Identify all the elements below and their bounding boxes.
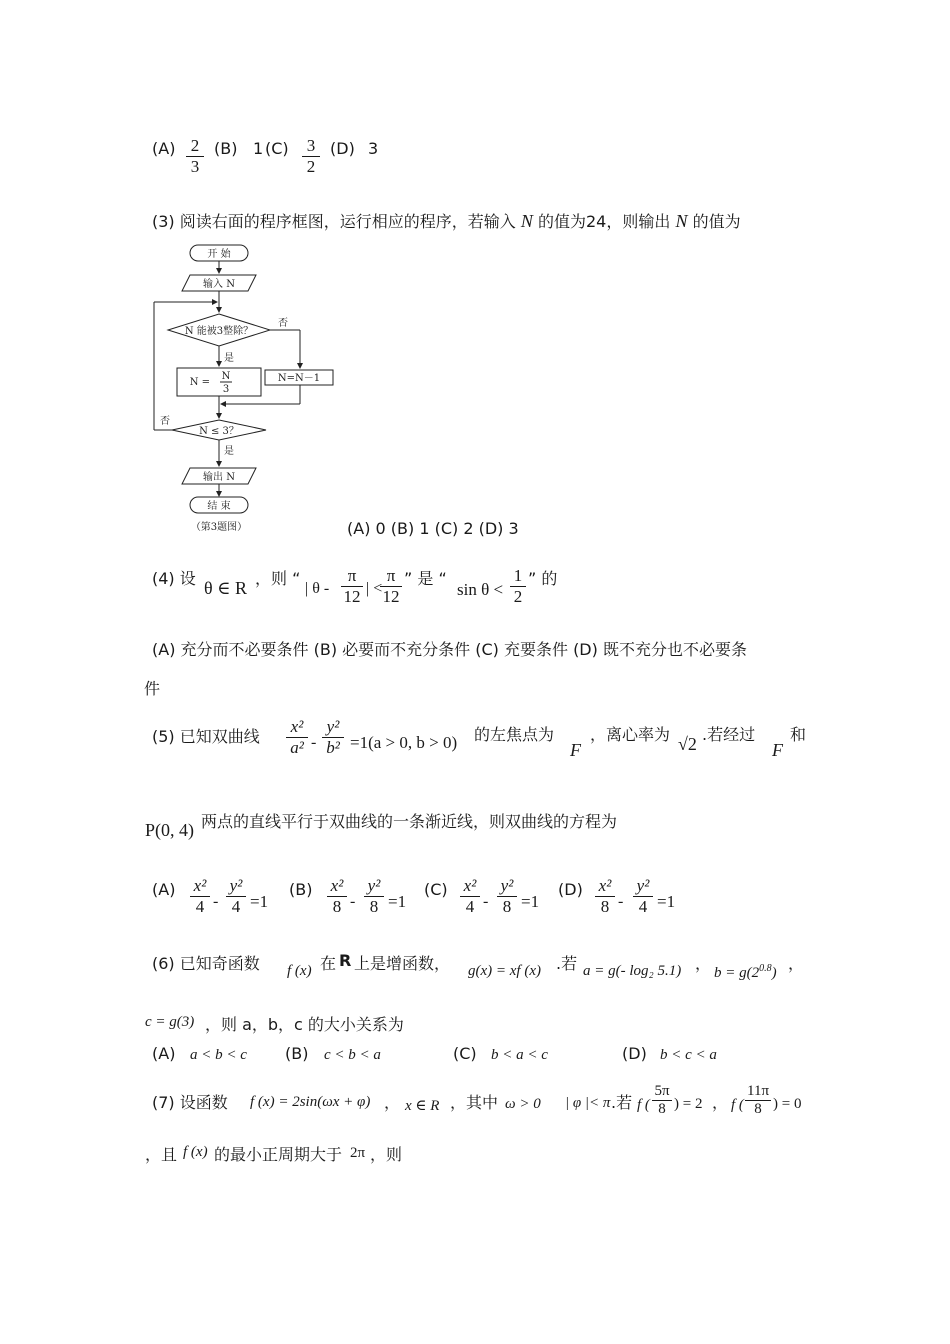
q6-option-b-label: (B) [285,1044,309,1063]
q5-text-ecc: ，离心率为 [590,725,671,744]
flow-assign-divide-den: 3 [222,384,230,395]
q7-text-if: .若 [611,1093,633,1112]
q3-stem: (3) 阅读右面的程序框图，运行相应的程序，若输入 N 的值为24，则输出 N 的值为 [152,211,741,231]
q4-pi-over-12-b: π 12 [380,566,402,607]
q5-text-and: 和 [790,725,807,744]
flow-assign-divide-num: N [221,371,231,382]
q6-text-increasing: 上是增函数， [354,954,451,973]
q6-comma-1: ， [695,954,712,973]
q6-b-def: $b = g(2^{0.8})$ [714,963,777,981]
q5-option-d-label: (D) [558,880,583,899]
q7-f-lhs-1: f ( [637,1097,650,1113]
q6-fx: f (x) [287,963,312,979]
q5-option-c-label: (C) [424,880,448,899]
q6-number: (6) 已知奇函数 [152,954,260,973]
q3-options: (A) 0 (B) 1 (C) 2 (D) 3 [347,519,519,538]
q6-text-then: ，则 a，b，c 的大小关系为 [205,1015,404,1034]
q6-option-a-label: (A) [152,1044,176,1063]
q5-option-c-eq: =1 [521,892,540,911]
q5-option-a-frac2: y² 4 [226,876,246,917]
q6-option-d: b < c < a [660,1047,717,1063]
q6-c-def: c = g(3) [145,1014,195,1030]
q7-f-rhs-1: ) = 2 [674,1096,703,1112]
q5-eq-cond: =1(a > 0, b > 0) [350,733,458,752]
q6-text-in: 在 [320,954,337,973]
q2-option-a-fraction: 2 3 [186,136,204,177]
q2-option-d-label: (D) [330,139,355,158]
q5-option-c-minus: - [483,893,489,910]
q5-option-d-frac2: y² 4 [633,876,653,917]
q5-option-b-label: (B) [289,880,313,899]
flow-yes-label-2: 是 [224,446,234,457]
q5-option-a-frac1: x² 4 [190,876,210,917]
q6-text-if: .若 [556,954,578,973]
flow-input-label: 输入 N [203,279,235,290]
q2-option-d-value: 3 [368,139,379,158]
q5-option-a-label: (A) [152,880,176,899]
q5-option-d-minus: - [618,893,624,910]
q5-number: (5) 已知双曲线 [152,727,260,746]
q7-omega: ω > 0 [505,1096,541,1112]
flow-end-label: 结 束 [207,501,231,512]
q4-then: ，则 “ [255,569,301,588]
flow-assign-divide-lhs: N = [189,377,210,388]
flow-start-label: 开 始 [207,249,231,260]
q5-option-c-frac2: y² 8 [497,876,517,917]
q2-option-c-fraction: 3 2 [302,136,320,177]
q2-option-b-label: (B) [214,139,238,158]
q7-comma: ， [384,1093,401,1112]
flow-yes-label-1: 是 [224,353,234,364]
q4-sin-expr: sin θ < [457,580,504,599]
q5-option-b-eq: =1 [388,892,407,911]
q5-option-b-frac2: y² 8 [364,876,384,917]
flow-no-label-2: 否 [160,416,170,427]
q6-option-c-label: (C) [453,1044,477,1063]
q6-R: R [339,951,352,970]
q2-option-c-label: (C) [265,139,289,158]
q2-option-b-value: 1 [253,139,264,158]
q5-focus-F: F [570,740,581,760]
q7-5pi-over-8: 5π 8 [652,1083,672,1118]
flow-no-label-1: 否 [278,318,288,329]
q4-one-half: 1 2 [510,566,526,607]
q4-options-line2: 件 [144,679,161,698]
q4-theta-in-r: θ ∈ R [204,578,247,598]
q7-line2-b: 的最小正周期大于 [214,1145,343,1164]
q4-quote-is: ” 是 “ [404,569,447,588]
q5-option-b-frac1: x² 8 [327,876,347,917]
q7-11pi-over-8: 11π 8 [747,1083,770,1117]
q4-pi-over-12-a: π 12 [341,566,363,607]
q5-text-pass: .若经过 [702,725,756,744]
q4-options-line1: (A) 充分而不必要条件 (B) 必要而不充分条件 (C) 充要条件 (D) 既不充分也不必要条 [152,640,747,659]
q7-line2-a: ，且 [145,1145,178,1164]
q7-number: (7) 设函数 [152,1093,228,1112]
q5-option-a-minus: - [213,893,219,910]
q5-option-a-eq: =1 [250,892,269,911]
q5-sqrt2: √2 [678,734,697,754]
q2-option-a-label: (A) [152,139,176,158]
flow-output-label: 输出 N [203,472,235,483]
q5-point-P: P(0, 4) [145,820,194,840]
q6-g-def: g(x) = xf (x) [468,963,541,979]
q7-f-rhs-2: ) = 0 [773,1096,802,1112]
q5-minus: - [311,734,317,751]
q4-number: (4) 设 [152,569,196,588]
q7-f-lhs-2: f ( [731,1097,744,1113]
q5-text-focus: 的左焦点为 [474,725,555,744]
q5-option-c-frac1: x² 4 [460,876,480,917]
q6-comma-2: ， [788,954,805,973]
q4-abs-mid: | < [366,580,383,597]
q7-two-pi: 2π [350,1145,366,1161]
q7-comma-2: ， [712,1093,729,1112]
q7-fx: f (x) [183,1144,208,1160]
q5-option-d-frac1: x² 8 [595,876,615,917]
q7-text-where: ，其中 [450,1093,499,1112]
q7-x-in-r: x ∈ R [405,1098,440,1114]
q3-flowchart [140,240,360,535]
flow-caption: （第3题图） [190,522,248,533]
q4-quote-of: ” 的 [528,569,558,588]
q5-text-line2: 两点的直线平行于双曲线的一条渐近线，则双曲线的方程为 [201,812,618,831]
q5-option-d-eq: =1 [657,892,676,911]
q6-option-b: c < b < a [324,1047,381,1063]
flow-decision-divisible-label: N 能被3整除？ [184,326,254,337]
q5-y2-over-b2: y² b² [322,717,344,758]
q4-abs-left: | θ - [305,580,330,597]
q6-option-a: a < b < c [190,1047,247,1063]
flow-assign-subtract-label: N=N－1 [277,373,321,384]
q7-f-def: f (x) = 2sin(ωx + φ) [250,1094,371,1110]
q5-option-b-minus: - [350,893,356,910]
flow-decision-le3-label: N ≤ 3？ [199,426,239,437]
q7-line2-c: ，则 [370,1145,403,1164]
q6-option-d-label: (D) [622,1044,647,1063]
q6-option-c: b < a < c [491,1047,548,1063]
q5-x2-over-a2: x² a² [286,717,308,758]
q7-phi: | φ |< π [565,1095,611,1111]
q5-focus-F-2: F [772,740,783,760]
q6-a-def: a = g(- log₂ 5.1) [583,963,682,979]
